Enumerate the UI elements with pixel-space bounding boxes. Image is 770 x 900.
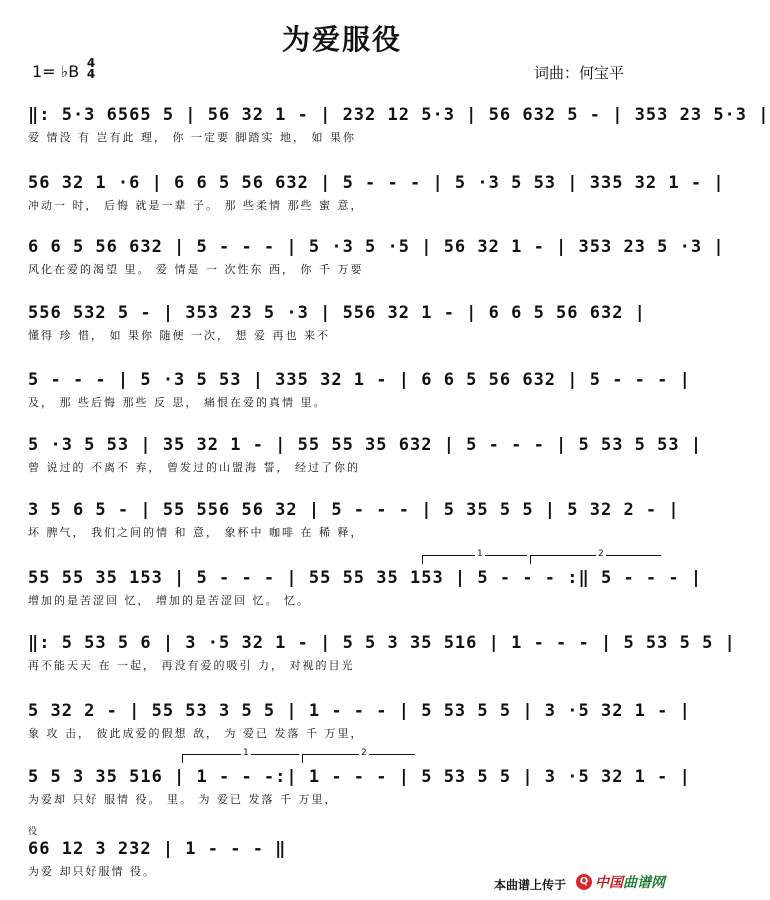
- lyrics-line: 象 攻 击， 彼此成爱的假想 敌， 为 爱已 发落 千 万里，: [28, 727, 364, 740]
- system-6: [28, 434, 703, 474]
- time-signature-top: 4: [86, 56, 96, 70]
- time-signature: [86, 58, 96, 80]
- notes-line: ‖: 5·3 6565 5 | 56 32 1 - | 232 12 5·3 | 56 632 5 - | 353 23 5·3 |: [28, 105, 770, 125]
- lyrics-line: 增加的是苦涩回 忆， 增加的是苦涩回 忆。 忆。: [28, 594, 310, 607]
- system-4: [28, 302, 662, 342]
- ending-2-bracket: 2: [302, 754, 415, 763]
- notes-line: 3 5 6 5 - | 55 556 56 32 | 5 - - - | 5 35 5 5 | 5 32 2 - |: [28, 500, 680, 520]
- lyrics-line: 风化在爱的渴望 里。 爱 情是 一 次性东 西， 你 千 万要: [28, 263, 364, 276]
- system-9: [28, 632, 736, 672]
- key-signature: 1= ♭B: [32, 62, 80, 81]
- notes-line: ‖: 5 53 5 6 | 3 ·5 32 1 - | 5 5 3 35 516 | 1 - - - | 5 53 5 5 |: [28, 633, 736, 653]
- system-8: [28, 549, 703, 607]
- notes-line: 5 ·3 5 53 | 35 32 1 - | 55 55 35 632 | 5 - - - | 5 53 5 53 |: [28, 435, 703, 455]
- system-7: [28, 499, 680, 539]
- logo-text: [595, 872, 665, 892]
- song-title: 为爱服役: [281, 23, 402, 56]
- notes-line: 56 32 1 ·6 | 6 6 5 56 632 | 5 - - - | 5 ·3 5 53 | 335 32 1 - |: [28, 173, 725, 193]
- time-signature-bottom: 4: [86, 67, 96, 81]
- logo-text-b: 曲谱网: [623, 875, 665, 891]
- lyrics-line: 及， 那 些后悔 那些 反 思， 痛恨在爱的真情 里。: [28, 396, 327, 409]
- lyrics-line: 为爱却 只好 服情 役。 里。 为 爱已 发落 千 万里，: [28, 793, 338, 806]
- notes-line: 5 5 3 35 516 | 1 - - -:| 1 - - - | 5 53 5 5 | 3 ·5 32 1 - |: [28, 767, 691, 787]
- site-logo[interactable]: [576, 872, 676, 892]
- ending-2-bracket: 2: [530, 555, 661, 564]
- lyrics-line: 冲动一 时， 后悔 就是一辈 子。 那 些柔情 那些 蜜 意，: [28, 199, 364, 212]
- logo-mark-icon: Q: [576, 874, 592, 890]
- system-3: [28, 236, 725, 276]
- lyrics-line: 再不能天天 在 一起， 再没有爱的吸引 力， 对视的目光: [28, 659, 355, 672]
- notes-line: 5 - - - | 5 ·3 5 53 | 335 32 1 - | 6 6 5 56 632 | 5 - - - |: [28, 370, 691, 390]
- system-2: [28, 172, 725, 212]
- lyrics-line: 懂得 珍 惜， 如 果你 随便 一次， 想 爱 再也 来不: [28, 329, 330, 342]
- lyrics-line: 坏 脾气， 我们之间的情 和 意， 象杯中 咖啡 在 稀 释，: [28, 526, 364, 539]
- upload-notice: 本曲谱上传于: [494, 878, 567, 892]
- notes-line: 55 55 35 153 | 5 - - - | 55 55 35 153 | 5 - - - :‖ 5 - - - |: [28, 568, 703, 588]
- lyrics-line: 曾 说过的 不离不 弃， 曾发过的山盟海 誓， 经过了你的: [28, 461, 360, 474]
- system-10: [28, 700, 691, 740]
- notes-line: 66 12 3 232 | 1 - - - ‖: [28, 839, 287, 859]
- credits: 词曲：何宝平: [533, 64, 624, 82]
- lyrics-line: 爱 情没 有 岂有此 理， 你 一定要 脚踏实 地， 如 果你: [28, 131, 356, 144]
- lyrics-line: 为爱 却只好服情 役。: [28, 865, 156, 878]
- logo-text-a: 中国: [595, 875, 623, 891]
- ending-1-bracket: 1: [422, 555, 527, 564]
- system-1: [28, 104, 770, 144]
- notes-line: 6 6 5 56 632 | 5 - - - | 5 ·3 5 ·5 | 56 32 1 - | 353 23 5 ·3 |: [28, 237, 725, 257]
- ending-1-bracket: 1: [182, 754, 299, 763]
- system-12: [28, 827, 662, 878]
- small-annotation: 役: [28, 827, 38, 837]
- notes-line: 5 32 2 - | 55 53 3 5 5 | 1 - - - | 5 53 5 5 | 3 ·5 32 1 - |: [28, 701, 691, 721]
- system-11: [28, 748, 691, 806]
- system-5: [28, 369, 691, 409]
- notes-line: 556 532 5 - | 353 23 5 ·3 | 556 32 1 - | 6 6 5 56 632 |: [28, 303, 646, 323]
